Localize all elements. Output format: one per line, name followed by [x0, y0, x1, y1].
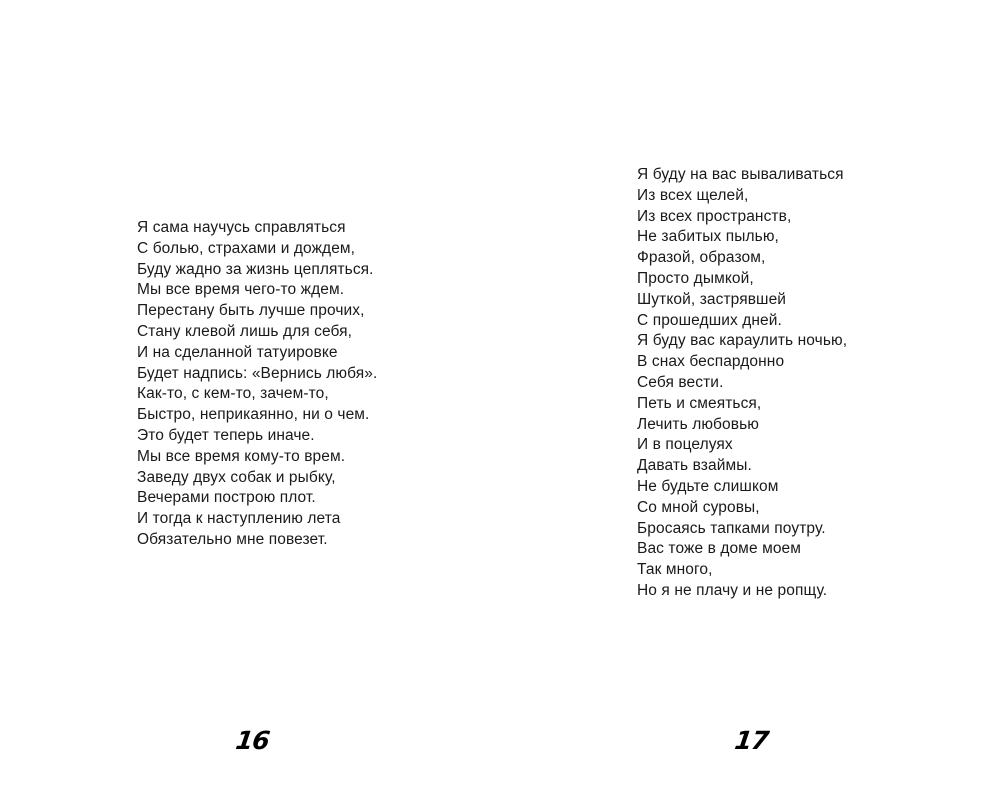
poem-line: С прошедших дней. [637, 311, 782, 329]
poem-line: Мы все время кому-то врем. [137, 447, 346, 465]
poem-line: И на сделанной татуировке [137, 343, 338, 361]
poem-line: Вас тоже в доме моем [637, 540, 802, 558]
poem-line: Заведу двух собак и рыбку, [137, 468, 336, 486]
poem-line: В снах беспардонно [637, 353, 785, 371]
poem-line: Перестану быть лучше прочих, [137, 302, 365, 320]
poem-line: Со мной суровы, [637, 498, 760, 516]
poem-right [637, 165, 847, 602]
poem-line: Стану клевой лишь для себя, [137, 322, 353, 340]
poem-line: Быстро, неприкаянно, ни о чем. [137, 406, 370, 424]
poem-line: Петь и смеяться, [637, 394, 762, 412]
poem-line: Обязательно мне повезет. [137, 530, 328, 548]
poem-line: Просто дымкой, [637, 269, 754, 287]
poem-line: Я буду на вас вываливаться [637, 166, 844, 183]
poem-line: Фразой, образом, [637, 249, 766, 267]
poem-line: Не забитых пылью, [637, 228, 779, 246]
page-number-left: 16 [233, 726, 271, 755]
right-page [500, 0, 1000, 787]
poem-line: Себя вести. [637, 373, 724, 391]
poem-line: Мы все время чего-то ждем. [137, 281, 345, 299]
poem-line: Но я не плачу и не ропщу. [637, 581, 828, 599]
poem-line: Так много, [637, 561, 713, 579]
poem-left [137, 218, 377, 551]
poem-line: С болью, страхами и дождем, [137, 239, 356, 257]
poem-line: Бросаясь тапками поутру. [637, 519, 826, 537]
poem-line: Я сама научусь справляться [137, 219, 346, 236]
poem-line: Давать взаймы. [637, 457, 752, 475]
poem-line: Вечерами построю плот. [137, 489, 316, 507]
poem-line: И тогда к наступлению лета [137, 510, 341, 528]
poem-line: Будет надпись: «Вернись любя». [137, 364, 378, 382]
poem-line: Шуткой, застрявшей [637, 290, 787, 308]
poem-line: Я буду вас караулить ночью, [637, 332, 848, 350]
poem-line: И в поцелуях [637, 436, 733, 454]
poem-line: Это будет теперь иначе. [137, 426, 315, 444]
poem-line: Из всех пространств, [637, 207, 792, 225]
poem-line: Из всех щелей, [637, 186, 749, 204]
poem-line: Не будьте слишком [637, 477, 779, 495]
poem-line: Буду жадно за жизнь цепляться. [137, 260, 374, 278]
poem-line: Как-то, с кем-то, зачем-то, [137, 385, 329, 403]
poem-line: Лечить любовью [637, 415, 759, 433]
page-number-right: 17 [732, 726, 770, 755]
